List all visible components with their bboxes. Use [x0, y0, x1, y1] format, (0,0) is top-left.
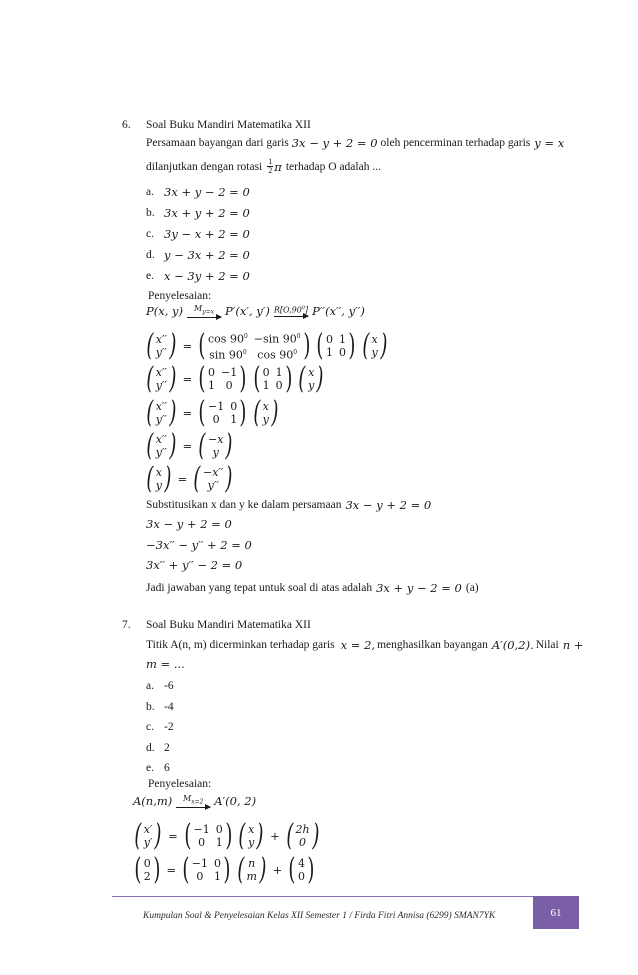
q6-map-label1-sub: y=x: [202, 308, 215, 316]
option-letter: c.: [146, 228, 154, 240]
option-letter: b.: [146, 207, 155, 219]
q6-stem-b: oleh pencerminan terhadap garis: [380, 137, 531, 149]
option-text: 3y − x + 2 = 0: [164, 227, 250, 241]
q6-subst-eq: 3x − y + 2 = 0: [345, 498, 432, 512]
plus-sign: +: [272, 863, 283, 877]
footer-divider: [112, 896, 533, 897]
mirror-matrix: ( 0 1 1 0 ): [253, 361, 293, 396]
q6-number: 6.: [122, 119, 131, 131]
q6-matrix-eq3: [143, 395, 282, 430]
q7-mapping: [133, 794, 256, 808]
q6-map-p: P(x, y): [146, 304, 184, 318]
option-4: [146, 742, 170, 754]
equals-sign: =: [168, 829, 178, 843]
vector-xpp-ypp: ( x′′ y′′ ): [146, 361, 177, 396]
q6-stem-c: dilanjutkan dengan rotasi: [146, 160, 263, 173]
q6-map-p2: P′′(x′′, y′′): [312, 304, 365, 318]
vector-n-m: ( n m ): [237, 852, 267, 887]
option-text: y − 3x + 2 = 0: [164, 248, 250, 262]
q7-n-plus: n +: [562, 638, 584, 652]
rotation-matrix: ( $\cos 90^0$ $\sin 90^0$ −sin $90^0$ $\cos 90^0$ ): [198, 327, 310, 363]
option-letter: a.: [146, 680, 154, 692]
q7-stem-a: Titik A(n, m) dicerminkan terhadap garis: [146, 639, 335, 651]
option-1: [146, 680, 174, 692]
q6-stem-d: terhadap O adalah ...: [285, 160, 381, 173]
option-letter: a.: [146, 186, 154, 198]
q6-eq-line: 3x − y + 2 = 0: [291, 136, 378, 150]
option-text: -6: [164, 680, 174, 692]
option-text: -4: [164, 700, 174, 713]
matrix-0-neg1: ( 0 1 −1 0 ): [198, 361, 247, 396]
matrix-neg1-0: ( −1 0 0 1 ): [198, 395, 247, 430]
vector-xp-yp: ( x′ y′ ): [134, 818, 162, 853]
mirror-matrix: ( −1 0 0 1 ): [182, 852, 231, 887]
q7-map-a: A(n,m): [133, 794, 173, 808]
q6-answer-eq: 3x + y − 2 = 0: [376, 581, 462, 595]
equals-sign: =: [182, 338, 193, 353]
option-letter: c.: [146, 721, 154, 733]
equals-sign: =: [177, 472, 188, 486]
q7-map-label-sub: x=2: [191, 798, 204, 806]
q7-stem-c: Nilai: [535, 639, 559, 651]
q6-step3: 3x′′ + y′′ − 2 = 0: [146, 558, 243, 572]
q7-image-point: A′(0,2).: [491, 638, 534, 652]
q6-map-label2: R[O,90: [273, 305, 302, 315]
q7-map-a1: A′(0, 2): [214, 794, 257, 808]
q6-map-label1: M: [194, 304, 203, 314]
mirror-matrix: ( −1 0 0 1 ): [184, 818, 233, 853]
q6-matrix-eq4: [143, 428, 236, 463]
option-letter: e.: [146, 762, 154, 774]
equals-sign: =: [182, 439, 193, 453]
q7-number: 7.: [122, 619, 131, 631]
option-letter: e.: [146, 270, 154, 282]
mirror-matrix: ( 0 1 1 0 ): [316, 327, 356, 363]
q6-stem-line2: [146, 158, 381, 175]
vector-xpp-ypp: ( x′′ y′′ ): [146, 395, 177, 430]
q6-map-label2-end: ]: [305, 305, 309, 315]
option-2: [146, 206, 250, 220]
equals-sign: =: [182, 406, 193, 420]
option-text: 6: [164, 762, 170, 774]
q7-map-label: M: [183, 794, 192, 804]
q6-mapping: [146, 304, 365, 318]
q7-matrix-eq2: [131, 852, 318, 887]
q6-subst-text: Substitusikan x dan y ke dalam persamaan: [146, 499, 342, 511]
q7-m-eq: m = ...: [146, 657, 185, 671]
footer-text: Kumpulan Soal & Penyelesaian Kelas XII Semester 1 / Firda Fitri Annisa (6299) SMAN7YK: [143, 911, 496, 921]
option-letter: d.: [146, 741, 155, 754]
vector-x-y: ( x y ): [146, 461, 172, 496]
q6-map-p1: P′(x′, y′): [225, 304, 270, 318]
q6-step1: 3x − y + 2 = 0: [146, 517, 232, 531]
option-1: [146, 185, 250, 199]
q6-frac-den: 2: [268, 166, 273, 175]
q7-matrix-eq1: [131, 818, 322, 853]
vector-negx-y: ( −x y ): [198, 428, 233, 463]
q6-map-label2-sup: 0: [301, 305, 306, 312]
option-text: 3x + y + 2 = 0: [164, 206, 250, 220]
q6-fraction: [267, 158, 273, 175]
option-3: [146, 721, 174, 733]
q6-matrix-eq5: [143, 461, 236, 496]
q6-eq-mirror: y = x: [534, 136, 565, 150]
q6-solution-label: Penyelesaian:: [148, 290, 212, 302]
q6-arrow-mirror: [187, 304, 221, 318]
vector-xpp-ypp: ( x′′ y′′ ): [146, 327, 177, 363]
option-letter: b.: [146, 700, 155, 713]
vector-4-0: ( 4 0 ): [288, 852, 315, 887]
vector-x-y: ( x y ): [238, 818, 264, 853]
option-text: x − 3y + 2 = 0: [164, 269, 250, 283]
equals-sign: =: [166, 863, 177, 877]
option-5: [146, 762, 170, 774]
page-number: 61: [533, 896, 579, 929]
q7-eq-mirror: x = 2,: [340, 638, 376, 652]
q7-arrow-mirror: [176, 794, 210, 808]
q7-stem-line1: [146, 638, 583, 652]
q6-pi: π: [274, 159, 282, 174]
vector-x-y: ( x y ): [362, 327, 388, 363]
option-letter: d.: [146, 249, 155, 261]
option-2: [146, 701, 174, 713]
option-4: [146, 248, 250, 262]
option-5: [146, 269, 250, 283]
q7-solution-label: Penyelesaian:: [148, 778, 212, 790]
q6-stem-line1: [146, 136, 564, 150]
vector-negxpp-ypp: ( −x′′ y′′ ): [193, 461, 233, 496]
q6-answer-text: Jadi jawaban yang tepat untuk soal di atas adalah: [146, 582, 373, 594]
q6-step2: −3x′′ − y′′ + 2 = 0: [146, 538, 252, 552]
q6-stem-a: Persamaan bayangan dari garis: [146, 137, 289, 149]
vector-xpp-ypp: ( x′′ y′′ ): [146, 428, 177, 463]
plus-sign: +: [270, 829, 280, 843]
q6-arrow-rotation: [274, 305, 308, 317]
option-text: 2: [164, 741, 170, 754]
option-text: 3x + y − 2 = 0: [164, 185, 250, 199]
option-3: [146, 227, 250, 241]
q6-substitution: [146, 498, 431, 512]
q6-answer: [146, 581, 479, 595]
equals-sign: =: [182, 372, 193, 386]
q7-stem-b: menghasilkan bayangan: [377, 639, 488, 651]
option-text: -2: [164, 721, 174, 733]
q6-matrix-eq2: [143, 361, 327, 396]
vector-x-y: ( x y ): [253, 395, 279, 430]
q6-answer-letter: (a): [465, 582, 479, 594]
q7-title: Soal Buku Mandiri Matematika XII: [146, 619, 311, 631]
vector-0-2: ( 0 2 ): [134, 852, 161, 887]
q6-frac-num: 1: [268, 157, 273, 166]
vector-x-y: ( x y ): [298, 361, 324, 396]
q6-title: Soal Buku Mandiri Matematika XII: [146, 119, 311, 131]
vector-2h-0: ( 2h 0 ): [286, 818, 319, 853]
q6-matrix-eq1: [143, 327, 390, 363]
